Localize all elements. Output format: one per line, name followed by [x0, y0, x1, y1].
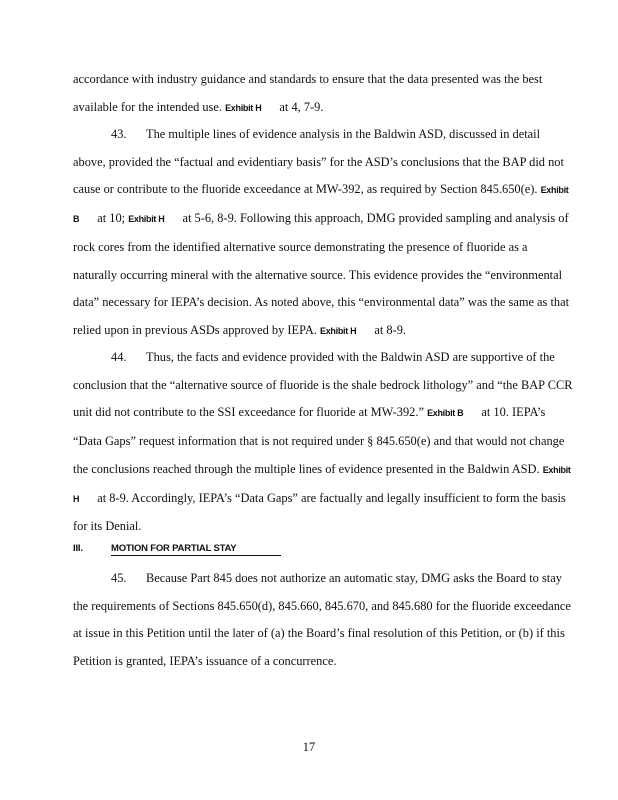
paragraph-45: [73, 565, 573, 676]
paragraph-text: accordance with industry guidance and standards to ensure that the data presented was the best available for the intended use.: [73, 72, 543, 114]
paragraph-continuation: [73, 66, 573, 122]
paragraph-text: at 8-9. Accordingly, IEPA’s “Data Gaps” are factually and legally insufficient to form the basis for its Denial.: [73, 490, 566, 534]
paragraph-text: at 5-6, 8-9. Following this approach, DMG provided sampling and analysis of rock cores from the identified alternative source demonstrating the presence of fluoride as a naturally occurring mineral with the alternative source. This evidence provides the “environmental data” necessary for IEPA’s decision. As noted above, this “environmental data” was the same as that relied upon in previous ASDs approved by IEPA.: [73, 211, 570, 337]
exhibit-reference: Exhibit H: [128, 214, 165, 225]
section-heading: [73, 543, 281, 556]
paragraph-43: [73, 121, 573, 346]
section-numeral: III.: [73, 543, 83, 554]
page-number: 17: [302, 740, 316, 754]
paragraph-text: The multiple lines of evidence analysis in the Baldwin ASD, discussed in detail above, provided the “factual and evidentiary basis” for the ASD’s conclusions that the BAP did not cause or contribute to the fluoride exceedance at MW-392, as required by Section 845.650(e).: [73, 127, 564, 197]
paragraph-text: at 8-9.: [374, 322, 406, 337]
exhibit-reference: Exhibit H: [73, 464, 571, 504]
paragraph-number: 45.: [111, 571, 127, 585]
exhibit-reference: Exhibit B: [73, 185, 569, 225]
paragraph-text: at 10. IEPA’s “Data Gaps” request information that is not required under § 845.650(e) and that would not change the conclusions reached through the multiple lines of evidence presented in the Baldwin ASD.: [73, 405, 565, 476]
section-title: MOTION FOR PARTIAL STAY: [111, 543, 281, 556]
exhibit-reference: Exhibit H: [225, 102, 262, 113]
paragraph-text: Because Part 845 does not authorize an automatic stay, DMG asks the Board to stay the requirements of Sections 845.650(d), 845.660, 845.670, and 845.680 for the fluoride exceedance at issue in this Petition until the later of (a) the Board’s final resolution of this Petition, or (b) if this Petition is granted, IEPA’s issuance of a concurrence.: [73, 571, 571, 669]
paragraph-44: [73, 344, 573, 541]
exhibit-reference: Exhibit B: [427, 408, 464, 419]
paragraph-text: Thus, the facts and evidence provided with the Baldwin ASD are supportive of the conclusion that the “alternative source of fluoride is the shale bedrock lithology” and “the BAP CCR unit did not contribute to the SSI exceedance for fluoride at MW-392.”: [73, 350, 573, 420]
paragraph-number: 44.: [111, 350, 127, 364]
exhibit-reference: Exhibit H: [320, 325, 357, 336]
paragraph-number: 43.: [111, 127, 127, 141]
paragraph-text: at 10;: [97, 211, 126, 226]
paragraph-text: at 4, 7-9.: [279, 99, 324, 114]
